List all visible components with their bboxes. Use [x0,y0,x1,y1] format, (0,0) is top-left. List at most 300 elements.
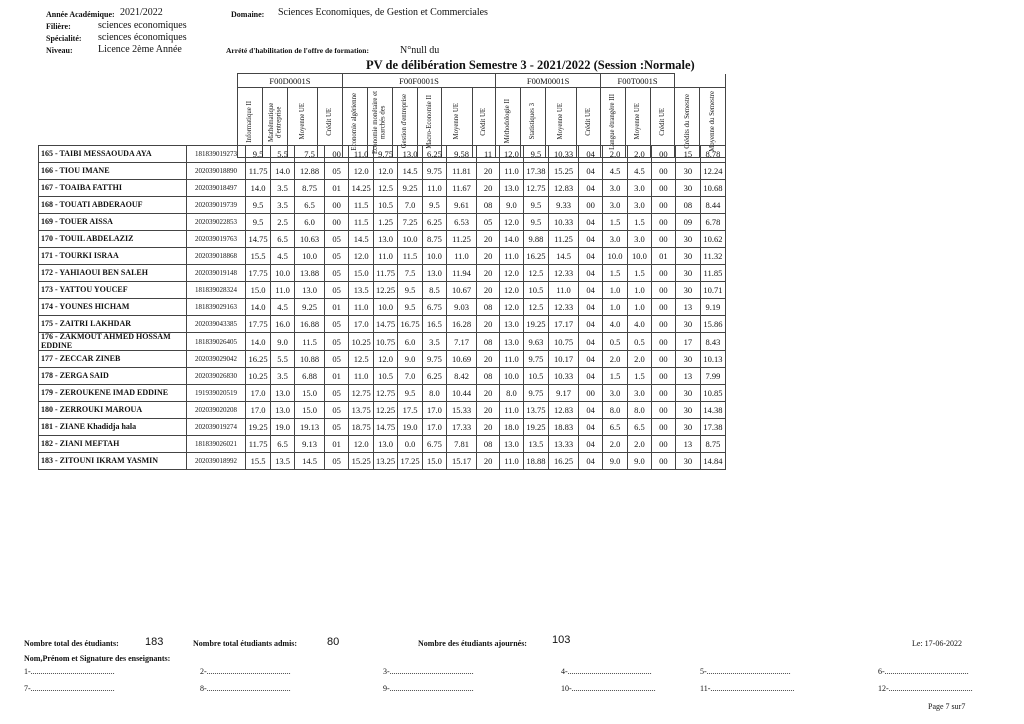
grade-cell: 17.38 [523,163,548,180]
grade-cell: 4.0 [603,316,628,333]
grade-cell: 20 [477,265,500,282]
grade-cell: 12.0 [374,351,398,368]
grade-cell: 05 [325,351,349,368]
filiere-label: Filière: [46,22,71,31]
grade-cell: 14.0 [271,163,295,180]
signature-line: 8-.......................................... [200,684,291,693]
grade-cell: 10.88 [295,351,325,368]
grade-cell: 13.25 [374,453,398,470]
grade-cell: 30 [675,385,700,402]
grade-cell: 5.5 [271,146,295,163]
grade-cell: 8.43 [700,333,725,351]
grade-cell: 10.62 [700,231,725,248]
grade-cell: 20 [477,282,500,299]
grade-cell: 04 [579,214,603,231]
grade-cell: 19.0 [398,419,423,436]
grade-cell: 6.75 [423,436,447,453]
grade-cell: 4.5 [271,248,295,265]
grade-cell: 8.75 [700,436,725,453]
grade-cell: 9.5 [523,214,548,231]
grade-cell: 15.33 [446,402,476,419]
grade-cell: 11.0 [349,299,374,316]
grade-cell: 17.25 [398,453,423,470]
grade-cell: 10.0 [374,299,398,316]
grade-cell: 12.75 [374,385,398,402]
column-header-label: Moyenne UE [453,103,461,140]
grade-cell: 05 [325,248,349,265]
grade-cell: 12.83 [548,402,578,419]
arrete-value: N°null du [400,45,440,56]
grade-cell: 3.5 [271,368,295,385]
grade-cell: 17.75 [246,265,271,282]
grade-cell: 9.0 [500,197,524,214]
grade-cell: 01 [325,436,349,453]
grade-cell: 17.33 [446,419,476,436]
signature-line: 7-.......................................... [24,684,115,693]
student-name: 166 - TIOU IMANE [39,163,187,180]
grade-cell: 05 [325,163,349,180]
grade-cell: 11.0 [349,368,374,385]
grade-cell: 10.63 [295,231,325,248]
grade-cell: 2.0 [628,351,652,368]
grade-cell: 17.5 [398,402,423,419]
grade-cell: 9.33 [548,197,578,214]
grade-cell: 1.5 [603,265,628,282]
table-row [39,231,726,248]
student-matricule: 202039018992 [186,453,245,470]
grade-cell: 1.0 [603,299,628,316]
grade-cell: 10.25 [246,368,271,385]
grade-cell: 19.25 [523,316,548,333]
grade-cell: 11.0 [374,248,398,265]
grade-cell: 7.5 [398,265,423,282]
student-matricule: 181839028324 [186,282,245,299]
grade-cell: 6.75 [423,299,447,316]
column-header-label: Informatique II [246,100,254,143]
grade-cell: 8.75 [295,180,325,197]
signature-line: 12-.......................................... [878,684,973,693]
grade-cell: 8.0 [500,385,524,402]
grade-cell: 18.0 [500,419,524,436]
grade-cell: 6.0 [398,333,423,351]
grade-cell: 15.25 [349,453,374,470]
grade-cell: 16.28 [446,316,476,333]
grade-cell: 14.5 [295,453,325,470]
table-row [39,368,726,385]
column-header-label: Mathématique d'entreprise [267,101,283,142]
grade-cell: 08 [477,197,500,214]
grade-cell: 6.5 [271,231,295,248]
grade-cell: 9.19 [700,299,725,316]
grade-cell: 17.38 [700,419,725,436]
grade-cell: 3.0 [603,197,628,214]
filiere-value: sciences economiques [98,20,187,31]
group-header-blank [675,74,726,88]
grade-cell: 11.5 [295,333,325,351]
print-date: Le: 17-06-2022 [912,639,962,648]
column-header-label: Economie monétaire et marchés des [372,89,387,154]
grade-cell: 16.25 [548,453,578,470]
student-name: 173 - YATTOU YOUCEF [39,282,187,299]
grade-cell: 01 [651,248,675,265]
grade-cell: 14.75 [246,231,271,248]
student-name: 168 - TOUATI ABDERAOUF [39,197,187,214]
grade-cell: 00 [651,265,675,282]
grade-cell: 9.75 [423,163,447,180]
grade-cell: 9.61 [446,197,476,214]
grade-cell: 6.53 [446,214,476,231]
grade-cell: 11.75 [374,265,398,282]
grade-cell: 7.99 [700,368,725,385]
grade-cell: 13.75 [349,402,374,419]
grade-cell: 10.0 [423,248,447,265]
grade-cell: 9.5 [246,214,271,231]
arrete-label: Arrété d'habilitation de l'offre de formation: [226,46,369,55]
grade-cell: 8.5 [423,282,447,299]
grade-cell: 14.5 [398,163,423,180]
grade-cell: 00 [651,436,675,453]
grade-cell: 00 [651,333,675,351]
grade-cell: 0.5 [628,333,652,351]
grade-cell: 05 [325,453,349,470]
grade-cell: 20 [477,402,500,419]
grade-cell: 11.67 [446,180,476,197]
signature-label: Nom,Prénom et Signature des enseignants: [24,654,171,663]
grade-cell: 10.75 [374,333,398,351]
grade-cell: 7.17 [446,333,476,351]
grade-cell: 19.0 [271,419,295,436]
table-row [39,385,726,402]
total-label: Nombre total des étudiants: [24,639,119,648]
grade-cell: 00 [325,197,349,214]
column-header-label: Crédit UE [584,107,592,136]
grade-cell: 14.38 [700,402,725,419]
grade-cell: 11.5 [349,197,374,214]
annee-label: Année Académique: [46,10,115,19]
signature-line: 4-.......................................... [561,667,652,676]
grade-cell: 17.75 [246,316,271,333]
grade-cell: 04 [579,282,603,299]
grade-cell: 14.0 [246,299,271,316]
grade-cell: 4.5 [628,163,652,180]
grade-cell: 20 [477,351,500,368]
student-matricule: 181839019273 [186,146,245,163]
student-matricule: 202039029042 [186,351,245,368]
grade-cell: 01 [325,299,349,316]
grade-cell: 05 [325,282,349,299]
grade-cell: 9.75 [523,385,548,402]
grade-cell: 3.0 [603,180,628,197]
grade-cell: 13.0 [374,231,398,248]
grade-cell: 10.0 [295,248,325,265]
grade-cell: 00 [325,146,349,163]
grade-cell: 20 [477,231,500,248]
ajournes-label: Nombre des étudiants ajournés: [418,639,527,648]
grade-cell: 6.5 [603,419,628,436]
grade-cell: 8.0 [628,402,652,419]
grade-cell: 11.5 [349,214,374,231]
grade-cell: 9.25 [295,299,325,316]
student-matricule: 181839026405 [186,333,245,351]
grade-cell: 1.25 [374,214,398,231]
grade-cell: 00 [579,385,603,402]
student-name: 175 - ZAITRI LAKHDAR [39,316,187,333]
grade-cell: 3.0 [603,385,628,402]
grade-cell: 9.03 [446,299,476,316]
grade-cell: 04 [579,146,603,163]
table-row [39,333,726,351]
column-header-label: Méthodologie II [504,99,512,144]
grade-cell: 09 [675,214,700,231]
grade-cell: 04 [579,402,603,419]
signature-line: 9-.......................................... [383,684,474,693]
grade-cell: 30 [675,265,700,282]
grade-cell: 12.0 [500,214,524,231]
student-name: 183 - ZITOUNI IKRAM YASMIN [39,453,187,470]
table-row [39,299,726,316]
grade-cell: 18.88 [523,453,548,470]
grade-cell: 12.0 [500,265,524,282]
grade-cell: 14.0 [500,231,524,248]
admis-value: 80 [327,636,340,648]
grade-cell: 12.0 [374,163,398,180]
student-matricule: 202039026830 [186,368,245,385]
grade-cell: 11.0 [500,453,524,470]
grade-cell: 9.5 [398,385,423,402]
student-name: 170 - TOUIL ABDELAZIZ [39,231,187,248]
grade-cell: 17.0 [423,402,447,419]
grade-cell: 00 [651,231,675,248]
student-name: 174 - YOUNES HICHAM [39,299,187,316]
grade-cell: 15.86 [700,316,725,333]
results-table [38,145,726,470]
grade-cell: 11.32 [700,248,725,265]
grade-cell: 10.0 [628,248,652,265]
grade-cell: 08 [477,333,500,351]
grade-cell: 11.0 [548,282,578,299]
grade-cell: 10.75 [548,333,578,351]
grade-cell: 05 [477,214,500,231]
grade-cell: 15.5 [246,453,271,470]
grade-cell: 11.25 [446,231,476,248]
group-header: F00D0001S [238,74,343,88]
group-header: F00M0001S [496,74,601,88]
grade-cell: 11.0 [446,248,476,265]
grade-cell: 04 [579,248,603,265]
grade-cell: 2.0 [603,146,628,163]
grade-cell: 20 [477,419,500,436]
grade-cell: 13.0 [295,282,325,299]
grade-cell: 2.5 [271,214,295,231]
grade-cell: 01 [325,180,349,197]
grade-cell: 10.13 [700,351,725,368]
grade-cell: 10.0 [603,248,628,265]
grade-cell: 11.0 [423,180,447,197]
grade-cell: 12.33 [548,265,578,282]
admis-label: Nombre total étudiants admis: [193,639,298,648]
grade-cell: 9.75 [523,351,548,368]
grade-cell: 15.0 [295,402,325,419]
grade-cell: 17.17 [548,316,578,333]
grade-cell: 17.0 [423,419,447,436]
grade-cell: 11.0 [500,248,524,265]
grade-cell: 08 [477,299,500,316]
niveau-label: Niveau: [46,46,73,55]
grade-cell: 13.0 [500,180,524,197]
grade-cell: 1.0 [628,282,652,299]
table-row [39,453,726,470]
column-header-label: Crédit UE [658,107,666,136]
grade-cell: 13.0 [271,402,295,419]
grade-cell: 15.25 [548,163,578,180]
student-matricule: 202039018890 [186,163,245,180]
grade-cell: 4.0 [628,316,652,333]
grade-cell: 14.0 [246,333,271,351]
grade-cell: 00 [651,214,675,231]
grade-cell: 10.0 [398,231,423,248]
grade-cell: 20 [477,385,500,402]
grade-cell: 11.0 [500,351,524,368]
grade-cell: 30 [675,402,700,419]
column-header-label: Moyenne UE [557,103,565,140]
grade-cell: 18.75 [349,419,374,436]
grade-cell: 2.0 [628,436,652,453]
grade-cell: 15.0 [295,385,325,402]
table-row [39,402,726,419]
grade-cell: 17.0 [246,402,271,419]
grade-cell: 9.88 [523,231,548,248]
grade-cell: 12.75 [349,385,374,402]
grade-cell: 6.25 [423,214,447,231]
grade-cell: 13.88 [295,265,325,282]
student-matricule: 202039019739 [186,197,245,214]
signature-line: 11-.......................................... [700,684,795,693]
grade-cell: 6.25 [423,368,447,385]
grade-cell: 9.0 [628,453,652,470]
grade-cell: 30 [675,248,700,265]
grade-cell: 11.0 [349,146,374,163]
grade-cell: 11.75 [246,436,271,453]
column-header-label: Crédits du Semestre [683,94,691,149]
grade-cell: 12.25 [374,282,398,299]
grade-cell: 30 [675,231,700,248]
grade-cell: 08 [477,436,500,453]
table-row [39,316,726,333]
grade-cell: 9.75 [423,351,447,368]
student-matricule: 181839029163 [186,299,245,316]
grade-cell: 00 [651,146,675,163]
grade-cell: 00 [325,214,349,231]
grade-cell: 6.5 [295,197,325,214]
grade-cell: 12.5 [523,299,548,316]
grade-cell: 30 [675,351,700,368]
student-matricule: 181839026021 [186,436,245,453]
grade-cell: 10.5 [374,197,398,214]
grade-cell: 14.75 [374,419,398,436]
grade-cell: 10.5 [374,368,398,385]
grade-cell: 10.67 [446,282,476,299]
signature-line: 5-.......................................... [700,667,791,676]
grade-cell: 11.0 [500,163,524,180]
grade-cell: 17.0 [246,385,271,402]
grade-cell: 00 [651,316,675,333]
grade-cell: 12.0 [349,248,374,265]
table-row [39,436,726,453]
grade-cell: 04 [579,180,603,197]
group-header: F00F0001S [342,74,495,88]
grade-cell: 3.5 [271,197,295,214]
student-name: 167 - TOAIBA FATTHI [39,180,187,197]
column-header-label: Moyenne UE [298,103,306,140]
grade-cell: 30 [675,453,700,470]
signature-line: 3-.......................................... [383,667,474,676]
grade-cell: 01 [325,368,349,385]
grade-cell: 7.0 [398,197,423,214]
grade-cell: 10.33 [548,214,578,231]
grade-cell: 30 [675,316,700,333]
grade-cell: 04 [579,368,603,385]
student-matricule: 202039019763 [186,231,245,248]
grade-cell: 9.5 [246,146,271,163]
grade-cell: 19.25 [523,419,548,436]
grade-cell: 8.0 [603,402,628,419]
grade-cell: 6.5 [628,419,652,436]
grade-cell: 16.5 [423,316,447,333]
grade-cell: 04 [579,299,603,316]
grade-cell: 13 [675,368,700,385]
grade-cell: 13 [675,436,700,453]
table-row [39,265,726,282]
column-header-label: Macro-Economie II [425,94,433,149]
table-row [39,197,726,214]
domaine-label: Domaine: [231,10,265,19]
grade-cell: 11.85 [700,265,725,282]
grade-cell: 20 [477,316,500,333]
grade-cell: 14.75 [374,316,398,333]
signature-line: 10-.......................................... [561,684,656,693]
column-header-label: Moyenne UE [634,103,642,140]
grade-cell: 9.5 [398,299,423,316]
grade-cell: 00 [651,402,675,419]
student-matricule: 202039043385 [186,316,245,333]
page-number: Page 7 sur7 [928,702,966,711]
grade-cell: 15.5 [246,248,271,265]
grade-cell: 4.5 [271,299,295,316]
grade-cell: 12.24 [700,163,725,180]
signature-line: 2-.......................................... [200,667,291,676]
grade-cell: 14.0 [246,180,271,197]
grade-cell: 9.13 [295,436,325,453]
grade-cell: 16.75 [398,316,423,333]
grade-cell: 10.69 [446,351,476,368]
grade-cell: 15.0 [423,453,447,470]
grade-cell: 11.81 [446,163,476,180]
grade-cell: 11.0 [500,402,524,419]
grade-cell: 10.0 [500,368,524,385]
grade-cell: 9.0 [603,453,628,470]
table-row [39,180,726,197]
grade-cell: 0.0 [398,436,423,453]
grade-cell: 04 [579,419,603,436]
grade-cell: 10.33 [548,146,578,163]
grade-cell: 12.83 [548,180,578,197]
grade-cell: 20 [477,248,500,265]
column-header-label: Gestion d'entreprise [400,94,408,149]
grade-cell: 6.0 [295,214,325,231]
grade-cell: 5.5 [271,351,295,368]
grade-cell: 3.0 [628,231,652,248]
table-row [39,419,726,436]
